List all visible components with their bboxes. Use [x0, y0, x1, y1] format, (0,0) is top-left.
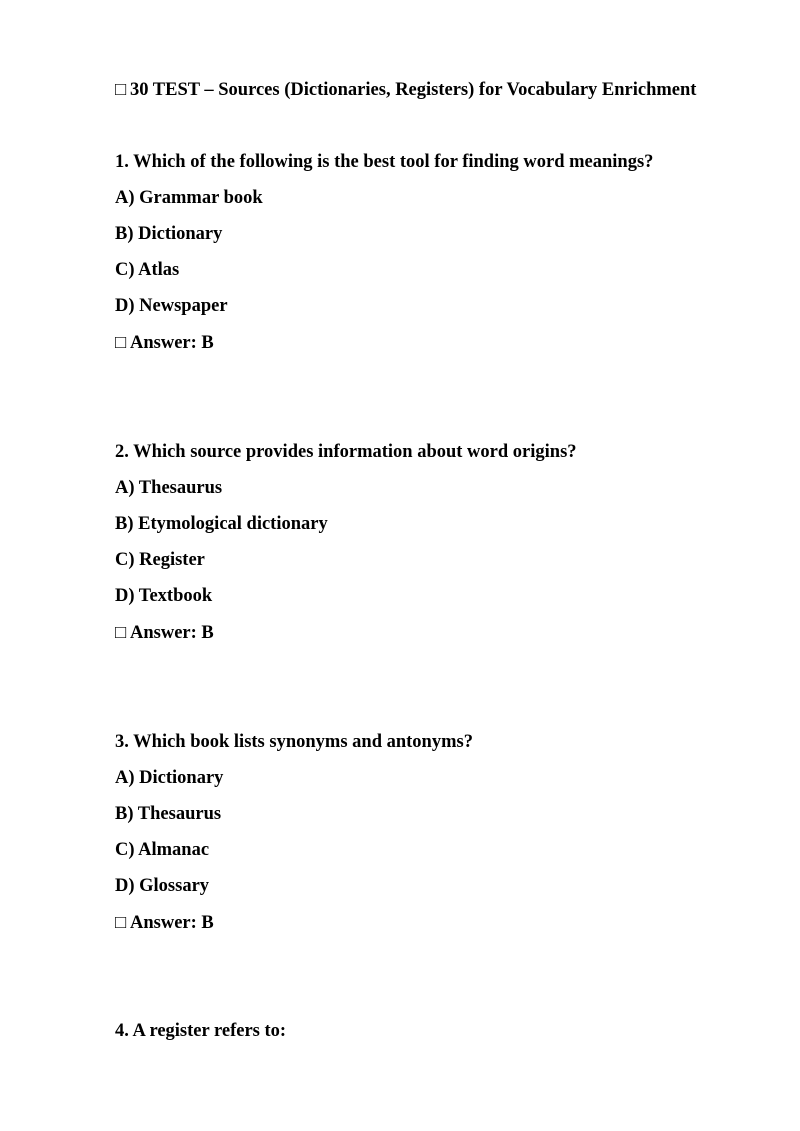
question-block: [115, 151, 755, 354]
option-c: C) Almanac: [115, 840, 210, 860]
question-text: 2. Which source provides information about word origins?: [115, 442, 577, 462]
answer-text: Answer: B: [130, 913, 214, 933]
option-b: B) Etymological dictionary: [115, 514, 328, 534]
question-text: 3. Which book lists synonyms and antonyms?: [115, 732, 473, 752]
answer-line: [115, 622, 755, 644]
option-a: A) Thesaurus: [115, 478, 223, 498]
answer-text: Answer: B: [130, 333, 214, 353]
option-b: B) Thesaurus: [115, 804, 222, 824]
answer-text: Answer: B: [130, 623, 214, 643]
option-d: D) Textbook: [115, 586, 213, 606]
option-c: C) Register: [115, 550, 205, 570]
question-text: 4. A register refers to:: [115, 1021, 287, 1041]
option-d: D) Newspaper: [115, 296, 228, 316]
answer-line: [115, 912, 755, 934]
checkmark-icon: □: [115, 333, 127, 353]
page-title: [115, 79, 696, 101]
answer-line: [115, 332, 755, 354]
checkmark-icon: □: [115, 913, 127, 933]
option-d: D) Glossary: [115, 876, 210, 896]
question-block: [115, 731, 755, 934]
checkmark-icon: □: [115, 623, 127, 643]
page-title-text: 30 TEST – Sources (Dictionaries, Registers) for Vocabulary Enrichment: [130, 80, 697, 100]
checkbox-icon: □: [115, 80, 127, 100]
question-block: [115, 441, 755, 644]
option-a: A) Grammar book: [115, 188, 263, 208]
option-b: B) Dictionary: [115, 224, 223, 244]
option-a: A) Dictionary: [115, 768, 224, 788]
question-block: [115, 1020, 755, 1042]
option-c: C) Atlas: [115, 260, 180, 280]
question-text: 1. Which of the following is the best tool for finding word meanings?: [115, 152, 654, 172]
